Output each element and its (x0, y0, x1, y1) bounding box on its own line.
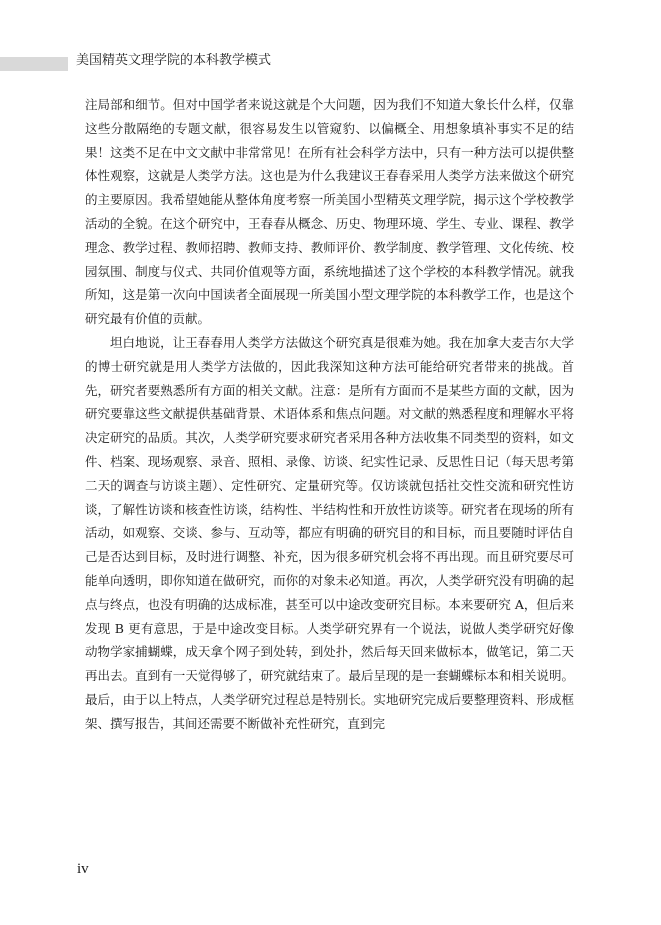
running-header-title: 美国精英文理学院的本科教学模式 (76, 53, 272, 68)
header-gray-bar (0, 57, 68, 71)
page-number: iv (77, 861, 89, 877)
paragraph-continued: 注局部和细节。但对中国学者来说这就是个大问题，因为我们不知道大象长什么样，仅靠这些分散隔绝的专题文献，很容易发生以管窥豹、以偏概全、用想象填补事实不足的结果！这类不足在中文文献中非常常见！在所有社会科学方法中，只有一种方法可以提供整体性观察，这就是人类学方法。这也是为什么我建议王春春采用人类学方法来做这个研究的主要原因。我希望她能从整体角度考察一所美国小型精英文理学院，揭示这个学校教学活动的全貌。在这个研究中，王春春从概念、历史、物理环境、学生、专业、课程、教学理念、教学过程、教师招聘、教师支持、教师评价、教学制度、教学管理、文化传统、校园氛围、制度与仪式、共同价值观等方面，系统地描述了这个学校的本科教学情况。就我所知，这是第一次向中国读者全面展现一所美国小型文理学院的本科教学工作，也是这个研究最有价值的贡献。 (85, 97, 574, 327)
paragraph: 坦白地说，让王春春用人类学方法做这个研究真是很难为她。我在加拿大麦吉尔大学的博士研究就是用人类学方法做的，因此我深知这种方法可能给研究者带来的挑战。首先，研究者要熟悉所有方面的相关文献。注意：是所有方面而不是某些方面的文献，因为研究要靠这些文献提供基础背景、术语体系和焦点问题。对文献的熟悉程度和理解水平将决定研究的品质。其次，人类学研究要求研究者采用各种方法收集不同类型的资料，如文件、档案、现场观察、录音、照相、录像、访谈、纪实性记录、反思性日记（每天思考第二天的调查与访谈主题）、定性研究、定量研究等。仅访谈就包括社交性交流和研究性访谈，了解性访谈和核查性访谈，结构性、半结构性和开放性访谈等。研究者在现场的所有活动，如观察、交谈、参与、互动等，都应有明确的研究目的和目标，而且要随时评估自己是否达到目标，及时进行调整、补充，因为很多研究机会将不再出现。而且研究要尽可能单向透明，即你知道在做研究，而你的对象未必知道。再次，人类学研究没有明确的起点与终点，也没有明确的达成标准，甚至可以中途改变研究目标。本来要研究 A，但后来发现 B 更有意思，于是中途改变目标。人类学研究界有一个说法，说做人类学研究好像动物学家捕蝴蝶，成天拿个网子到处转，到处扑，然后每天回来做标本，做笔记，第二天再出去。直到有一天觉得够了，研究就结束了。最后呈现的是一套蝴蝶标本和相关说明。最后，由于以上特点，人类学研究过程总是特别长。实地研究完成后要整理资料、形成框架、撰写报告，其间还需要不断做补充性研究，直到完 (85, 334, 574, 731)
body-text (85, 93, 574, 736)
